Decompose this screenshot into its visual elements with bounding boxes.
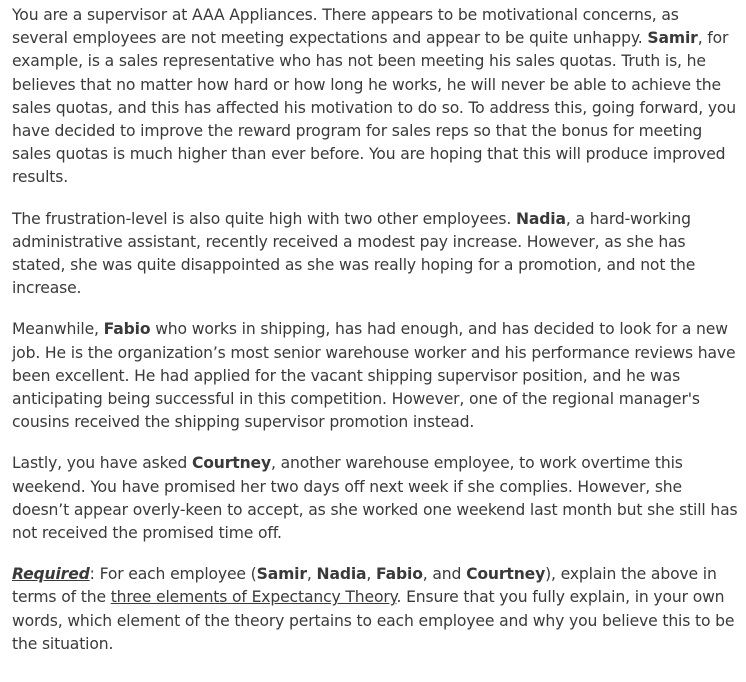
text: , a hard-working administrative assistant, recently received a modest pay increase. However, as she has stated, she was quite disappointed as she was really hoping for a promotion, and not the increase. xyxy=(12,209,696,298)
paragraph-required xyxy=(12,563,738,656)
required-label: Required xyxy=(12,565,90,584)
paragraph-fabio xyxy=(12,318,738,434)
employee-name-samir: Samir xyxy=(647,29,698,48)
employee-name-courtney: Courtney xyxy=(466,565,546,584)
employee-name-nadia: Nadia xyxy=(516,209,566,228)
expectancy-theory-link[interactable]: three elements of Expectancy Theory xyxy=(110,588,397,607)
text: ), explain the above in terms of the xyxy=(12,565,717,607)
paragraph-courtney xyxy=(12,452,738,545)
text: The frustration-level is also quite high with two other employees. xyxy=(12,209,517,228)
employee-name-fabio: Fabio xyxy=(376,565,423,584)
text: Meanwhile, xyxy=(12,320,104,339)
text: , and xyxy=(422,565,467,584)
text: You are a supervisor at AAA Appliances. There appears to be motivational concerns, as several employees are not meeting expectations and appear to be quite unhappy. xyxy=(12,6,679,48)
employee-name-nadia: Nadia xyxy=(316,565,367,584)
text: , for example, is a sales representative who has not been meeting his sales quotas. Truth is, he believes that no matter how hard or how long he works, he will never be able to achieve the sales quotas, and this has affected his motivation to do so. To address this, going forward, you have decided to improve the reward program for sales reps so that the bonus for meeting sales quotas is much higher than ever before. You are hoping that this will produce improved results. xyxy=(12,29,737,187)
employee-name-courtney: Courtney xyxy=(191,454,271,473)
paragraph-nadia xyxy=(12,208,738,301)
text: , xyxy=(366,565,377,584)
text: : For each employee ( xyxy=(89,565,257,584)
paragraph-samir xyxy=(12,4,738,190)
employee-name-fabio: Fabio xyxy=(103,320,151,339)
text: , another warehouse employee, to work overtime this weekend. You have promised her two days off next week if she complies. However, she doesn’t appear overly-keen to accept, as she worked one weekend last month but she still has not received the promised time off. xyxy=(12,454,738,543)
text: Lastly, you have asked xyxy=(12,454,192,473)
text: who works in shipping, has had enough, and has decided to look for a new job. He is the organization’s most senior warehouse worker and his performance reviews have been excellent. He had applied for the vacant shipping supervisor position, and he was anticipating being successful in this competition. However, one of the regional manager's cousins received the shipping supervisor promotion instead. xyxy=(12,320,736,432)
text: . Ensure that you fully explain, in your own words, which element of the theory pertains to each employee and why you believe this to be the situation. xyxy=(12,588,735,653)
employee-name-samir: Samir xyxy=(256,565,307,584)
text: , xyxy=(306,565,317,584)
